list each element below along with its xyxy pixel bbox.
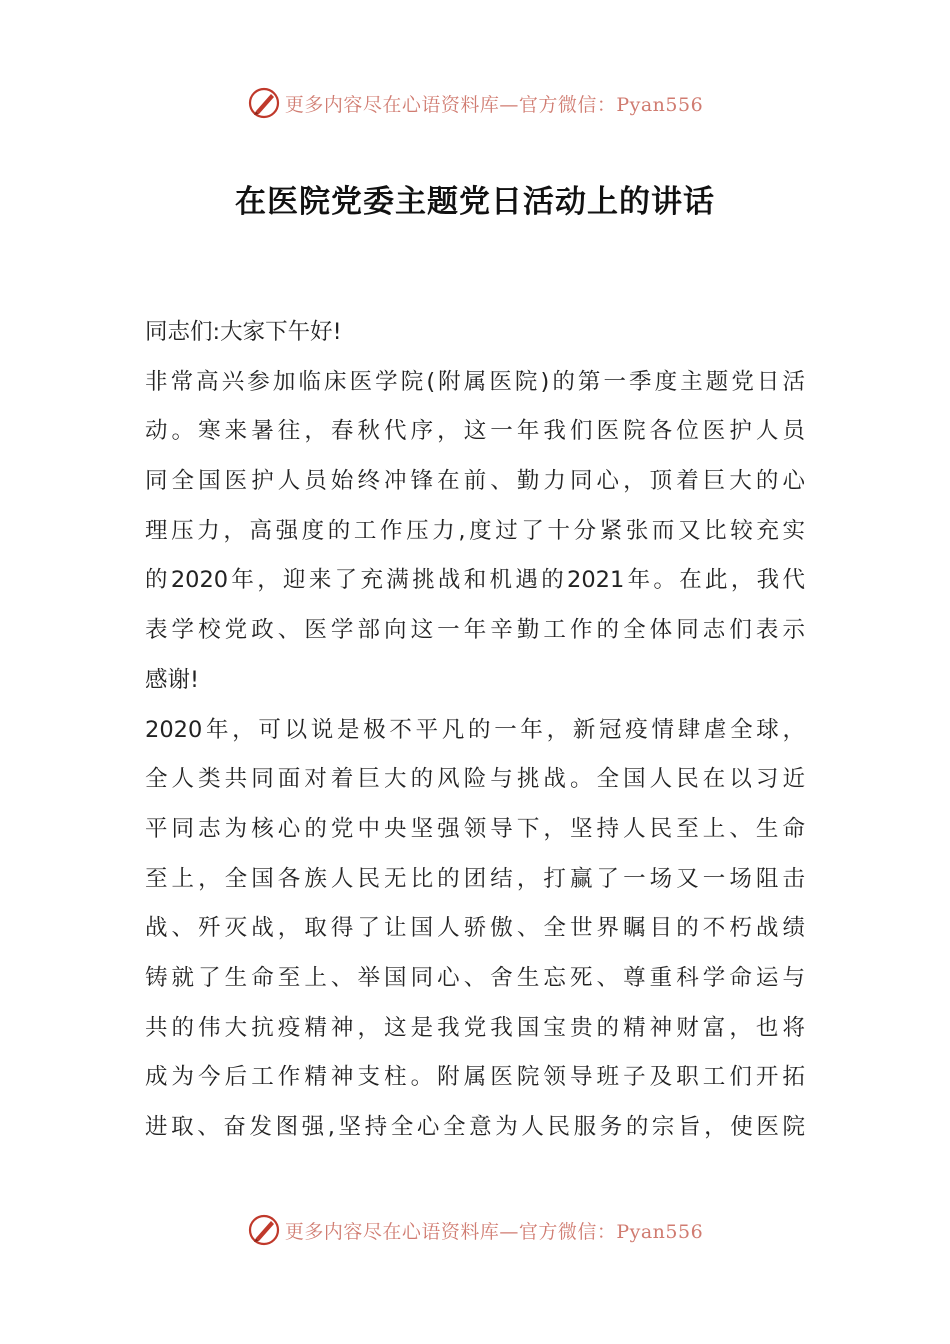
body-line: 的2020年，迎来了充满挑战和机遇的2021年。在此，我代 [145,567,805,594]
document-title: 在医院党委主题党日活动上的讲话 [235,184,715,220]
body-line: 感谢! [145,666,200,693]
header-banner-text: 更多内容尽在心语资料库—官方微信：Pyan556 [284,93,704,116]
pen-logo-icon [247,1213,281,1247]
speech-body [145,308,805,1153]
body-line: 战、歼灭战，取得了让国人骄傲、全世界瞩目的不朽战绩 [145,915,805,942]
body-line: 平同志为核心的党中央坚强领导下，坚持人民至上、生命 [145,815,805,842]
footer-banner [0,1210,950,1250]
body-line: 铸就了生命至上、举国同心、舍生忘死、尊重科学命运与 [145,964,805,991]
body-line: 至上，全国各族人民无比的团结，打赢了一场又一场阻击 [145,865,805,892]
body-line: 共的伟大抗疫精神，这是我党我国宝贵的精神财富，也将 [145,1014,805,1041]
body-line: 动。寒来暑往，春秋代序，这一年我们医院各位医护人员 [145,418,805,445]
body-line: 同志们:大家下午好! [145,319,342,345]
body-line: 成为今后工作精神支柱。附属医院领导班子及职工们开拓 [145,1064,805,1091]
footer-banner-text: 更多内容尽在心语资料库—官方微信：Pyan556 [284,1220,704,1243]
body-line: 全人类共同面对着巨大的风险与挑战。全国人民在以习近 [145,766,805,793]
body-line: 进取、奋发图强,坚持全心全意为人民服务的宗旨，使医院 [145,1114,805,1140]
body-line: 同全国医护人员始终冲锋在前、勤力同心，顶着巨大的心 [145,468,805,495]
body-line: 非常高兴参加临床医学院(附属医院)的第一季度主题党日活 [145,368,805,395]
body-line: 表学校党政、医学部向这一年辛勤工作的全体同志们表示 [145,617,805,644]
body-line: 2020年，可以说是极不平凡的一年，新冠疫情肆虐全球， [145,716,805,743]
body-line: 理压力，高强度的工作压力,度过了十分紧张而又比较充实 [145,517,805,544]
header-banner [0,83,950,123]
pen-logo-icon [247,86,281,120]
